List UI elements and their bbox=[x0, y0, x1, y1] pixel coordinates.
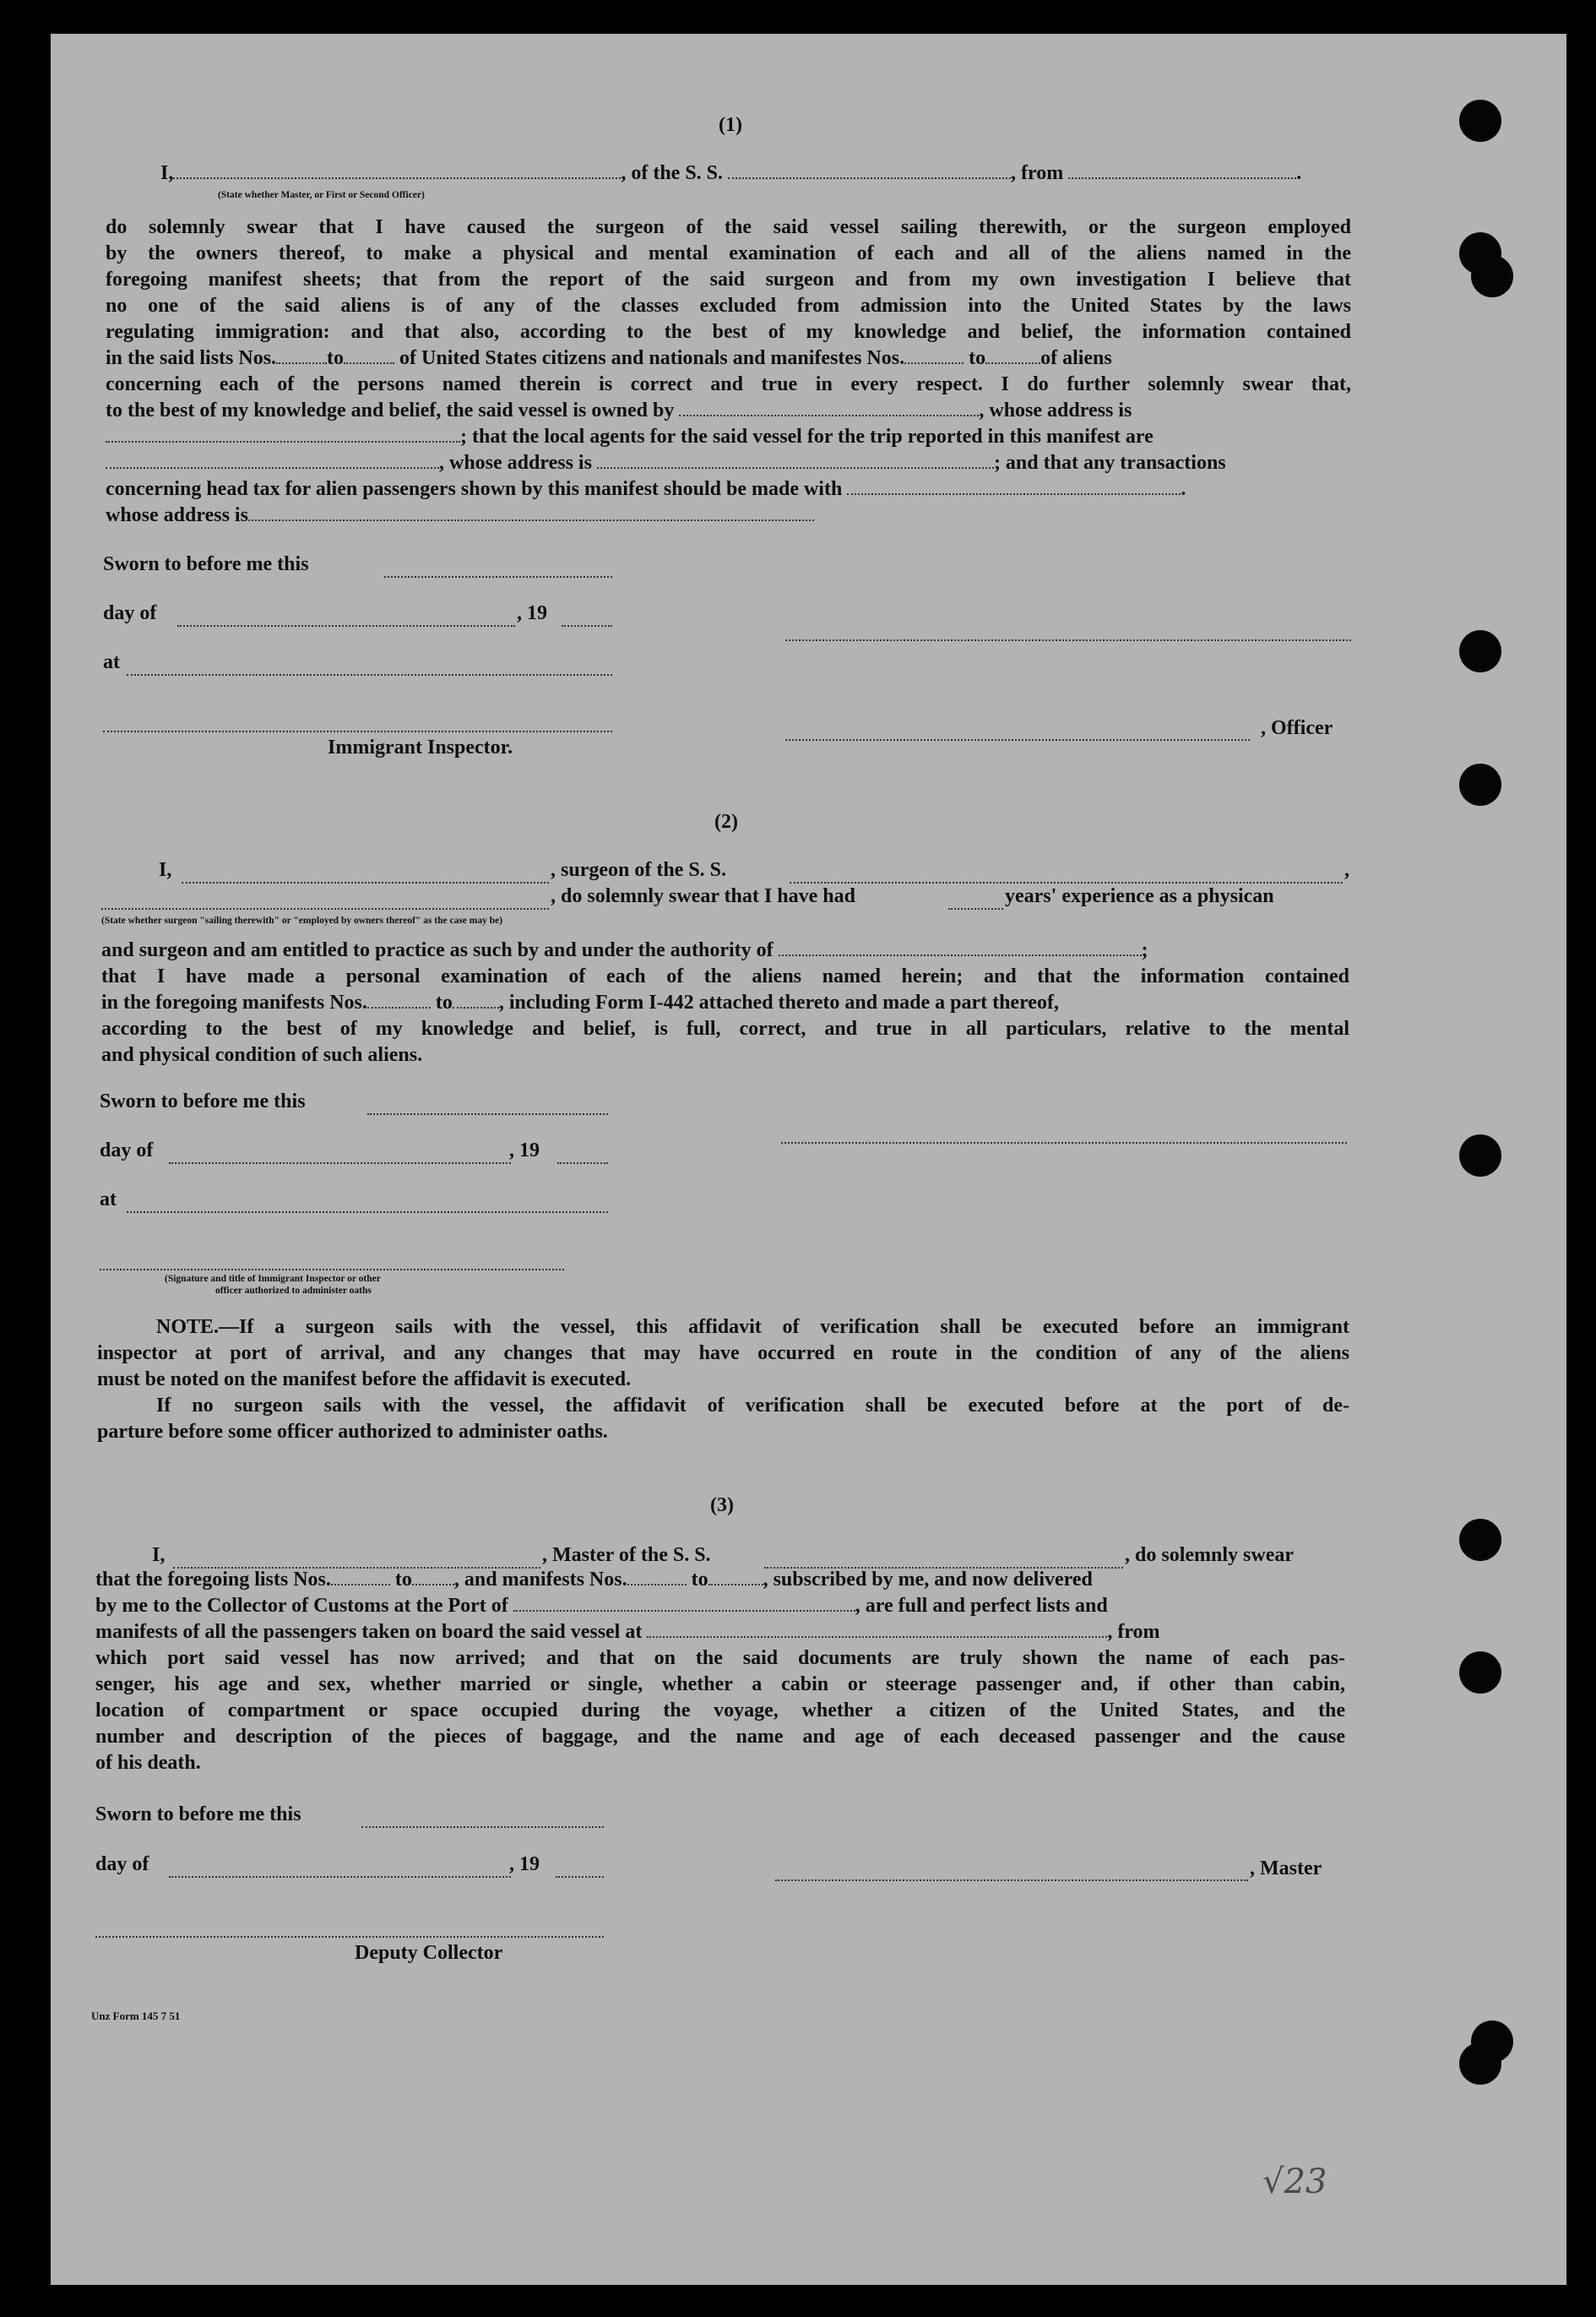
day-of-label: day of bbox=[100, 1139, 154, 1161]
text-span: and surgeon and am entitled to practice as such by and under the authority of bbox=[101, 939, 774, 961]
note-block bbox=[97, 1314, 1349, 1445]
manifest-from-field[interactable] bbox=[627, 1569, 687, 1585]
text-span: . bbox=[1181, 478, 1186, 500]
citizen-list-to-field[interactable] bbox=[344, 347, 394, 364]
day-of-field[interactable] bbox=[177, 623, 515, 627]
period: . bbox=[1296, 162, 1302, 184]
text-line: which port said vessel has now arrived; and that on the said documents are truly shown the name of each pas- bbox=[95, 1647, 1345, 1669]
at-label: at bbox=[100, 1188, 117, 1210]
year-label: , 19 bbox=[509, 1139, 540, 1161]
inspector-signature-line[interactable] bbox=[100, 1267, 564, 1270]
i-label: I, bbox=[152, 1544, 166, 1566]
of-ss-label: , of the S. S. bbox=[621, 162, 724, 184]
swear-label: , do solemnly swear bbox=[1125, 1544, 1294, 1566]
deputy-collector-label: Deputy Collector bbox=[355, 1942, 503, 1964]
manifest-to-field[interactable] bbox=[708, 1569, 763, 1585]
year-field[interactable] bbox=[556, 1874, 604, 1878]
text-line bbox=[95, 1593, 1345, 1619]
section1-body bbox=[106, 215, 1351, 529]
officer-label: , Officer bbox=[1261, 717, 1333, 739]
day-of-label: day of bbox=[95, 1853, 149, 1875]
text-span: to bbox=[691, 1569, 708, 1591]
citizen-list-from-field[interactable] bbox=[276, 347, 327, 364]
text-line: regulating immigration: and that also, according to the best of my knowledge and belief, the information contained bbox=[106, 321, 1351, 343]
year-label: , 19 bbox=[517, 602, 547, 624]
text-line: and physical condition of such aliens. bbox=[101, 1044, 423, 1066]
day-of-field[interactable] bbox=[169, 1161, 511, 1164]
text-span: ; bbox=[1141, 939, 1148, 961]
boarding-port-field[interactable] bbox=[647, 1621, 1107, 1638]
vessel-name-field[interactable] bbox=[790, 880, 1343, 884]
text-line: no one of the said aliens is of any of the classes excluded from admission into the United States by the laws bbox=[106, 295, 1351, 317]
inspector-signature-line[interactable] bbox=[103, 729, 612, 732]
master-of-ss-label: , Master of the S. S. bbox=[542, 1544, 711, 1566]
text-line bbox=[95, 1619, 1345, 1645]
departure-port-field[interactable] bbox=[1068, 162, 1296, 179]
text-span: in the foregoing manifests Nos. bbox=[101, 992, 367, 1014]
owner-address-field[interactable] bbox=[106, 426, 460, 443]
surgeon-status-field[interactable] bbox=[101, 906, 549, 910]
i-label: I, bbox=[159, 859, 172, 881]
manifest-from-field[interactable] bbox=[367, 992, 431, 1009]
sworn-label: Sworn to before me this bbox=[95, 1803, 301, 1825]
master-signature-line[interactable] bbox=[775, 1878, 1248, 1881]
text-span: , subscribed by me, and now delivered bbox=[763, 1569, 1093, 1591]
text-span: of aliens bbox=[1040, 347, 1112, 369]
text-line: according to the best of my knowledge and belief, is full, correct, and true in all particulars, relative to the mental bbox=[101, 1018, 1349, 1040]
surgeon-name-field[interactable] bbox=[182, 880, 549, 884]
text-span: ; that the local agents for the said vessel for the trip reported in this manifest are bbox=[460, 426, 1154, 448]
port-field[interactable] bbox=[513, 1595, 855, 1612]
text-span: that the foregoing lists Nos. bbox=[95, 1569, 331, 1591]
text-line: of his death. bbox=[95, 1752, 201, 1774]
surgeon-status-note: (State whether surgeon "sailing therewith" or "employed by owners thereof" as the case may be) bbox=[101, 916, 503, 926]
text-span: to the best of my knowledge and belief, the said vessel is owned by bbox=[106, 400, 675, 422]
head-tax-contact-field[interactable] bbox=[847, 478, 1181, 495]
officer-signature-line[interactable] bbox=[785, 638, 1351, 641]
agents-address-field[interactable] bbox=[597, 452, 994, 469]
at-place-field[interactable] bbox=[127, 1210, 608, 1213]
text-line bbox=[106, 345, 1351, 372]
surgeon-of-ss-label: , surgeon of the S. S. bbox=[551, 859, 727, 881]
day-of-field[interactable] bbox=[169, 1874, 511, 1878]
text-span: , are full and perfect lists and bbox=[855, 1595, 1108, 1617]
text-line bbox=[95, 1567, 1345, 1593]
collector-signature-line[interactable] bbox=[95, 1934, 604, 1938]
punch-hole bbox=[1471, 255, 1513, 297]
authority-field[interactable] bbox=[779, 939, 1142, 956]
section-number: (3) bbox=[710, 1494, 734, 1516]
section-number: (1) bbox=[719, 114, 742, 136]
text-line: that I have made a personal examination of each of the aliens named herein; and that the information contained bbox=[101, 965, 1349, 987]
note-line: If no surgeon sails with the vessel, the affidavit of verification shall be executed before at the port of de- bbox=[156, 1395, 1349, 1417]
officer-name-line[interactable] bbox=[785, 737, 1250, 741]
rank-note: (State whether Master, or First or Second Officer) bbox=[218, 190, 425, 200]
text-span: in the said lists Nos. bbox=[106, 347, 277, 369]
text-line: by the owners thereof, to make a physical and mental examination of each and all of the aliens named in the bbox=[106, 242, 1351, 264]
at-place-field[interactable] bbox=[127, 672, 612, 676]
text-span: concerning head tax for alien passengers shown by this manifest should be made with bbox=[106, 478, 843, 500]
owner-name-field[interactable] bbox=[679, 400, 979, 416]
text-line: location of compartment or space occupied during the voyage, whether a citizen of the United States, and the bbox=[95, 1700, 1345, 1721]
sworn-date-field[interactable] bbox=[361, 1825, 604, 1828]
swear-label: , do solemnly swear that I have had bbox=[551, 885, 855, 907]
list-to-field[interactable] bbox=[412, 1569, 454, 1585]
sworn-date-field[interactable] bbox=[367, 1112, 608, 1115]
punch-hole bbox=[1459, 1519, 1501, 1561]
text-span: manifests of all the passengers taken on board the said vessel at bbox=[95, 1621, 643, 1643]
alien-manifest-from-field[interactable] bbox=[904, 347, 964, 364]
text-line: concerning each of the persons named therein is correct and true in every respect. I do further solemnly swear that, bbox=[106, 373, 1351, 395]
section1-heading-line bbox=[160, 160, 1360, 187]
text-span: whose address is bbox=[106, 504, 248, 526]
year-field[interactable] bbox=[557, 1161, 608, 1164]
signature-note: (Signature and title of Immigrant Inspector or other bbox=[165, 1274, 381, 1284]
note-line: parture before some officer authorized to administer oaths. bbox=[97, 1421, 608, 1443]
head-tax-address-field[interactable] bbox=[248, 504, 814, 521]
vessel-name-field[interactable] bbox=[728, 162, 1011, 179]
sworn-label: Sworn to before me this bbox=[100, 1091, 306, 1112]
text-line: senger, his age and sex, whether married or single, whether a cabin or steerage passenger and, if other than cabin, bbox=[95, 1673, 1345, 1695]
years-experience-field[interactable] bbox=[948, 906, 1003, 910]
text-span: , whose address is bbox=[979, 400, 1132, 422]
form-id: Unz Form 145 7 51 bbox=[91, 2010, 181, 2022]
text-span: , from bbox=[1107, 1621, 1160, 1643]
manifest-to-field[interactable] bbox=[453, 992, 499, 1009]
local-agents-field[interactable] bbox=[106, 452, 439, 469]
text-line: foregoing manifest sheets; that from the report of the said surgeon and from my own investigation I believe that bbox=[106, 269, 1351, 291]
text-line: number and description of the pieces of baggage, and the name and age of each deceased passenger and the cause bbox=[95, 1726, 1345, 1748]
sworn-date-field[interactable] bbox=[384, 574, 612, 578]
text-span: to bbox=[394, 1569, 412, 1591]
i-label: I, bbox=[160, 162, 174, 184]
signature-note: officer authorized to administer oaths bbox=[215, 1286, 372, 1296]
immigrant-inspector-label: Immigrant Inspector. bbox=[328, 737, 513, 759]
section-number: (2) bbox=[714, 811, 738, 833]
text-line bbox=[101, 990, 1349, 1016]
text-span: by me to the Collector of Customs at the Port of bbox=[95, 1595, 508, 1617]
sworn-label: Sworn to before me this bbox=[103, 553, 309, 575]
text-span: ; and that any transactions bbox=[993, 452, 1226, 474]
text-span: to bbox=[969, 347, 986, 369]
master-label: , Master bbox=[1250, 1857, 1322, 1879]
list-from-field[interactable] bbox=[331, 1569, 390, 1585]
note-line: must be noted on the manifest before the affidavit is executed. bbox=[97, 1368, 632, 1390]
day-of-label: day of bbox=[103, 602, 157, 624]
section2-body bbox=[101, 938, 1349, 1069]
comma: , bbox=[1344, 859, 1349, 881]
from-label: , from bbox=[1011, 162, 1064, 184]
punch-hole bbox=[1471, 2021, 1513, 2063]
text-span: to bbox=[327, 347, 345, 369]
alien-manifest-to-field[interactable] bbox=[985, 347, 1040, 364]
at-label: at bbox=[103, 651, 120, 673]
surgeon-signature-line[interactable] bbox=[781, 1140, 1347, 1144]
text-span: , including Form I-442 attached thereto and made a part thereof, bbox=[498, 992, 1059, 1014]
punch-hole bbox=[1459, 630, 1501, 672]
handwritten-annotation: √23 bbox=[1262, 2162, 1327, 2201]
punch-hole bbox=[1459, 1651, 1501, 1694]
text-line bbox=[106, 503, 1351, 529]
punch-hole bbox=[1459, 100, 1501, 142]
section3-body bbox=[95, 1567, 1345, 1776]
punch-hole bbox=[1459, 1134, 1501, 1177]
officer-name-field[interactable] bbox=[173, 162, 621, 179]
text-line bbox=[101, 938, 1349, 964]
text-span: , and manifests Nos. bbox=[453, 1569, 627, 1591]
text-line bbox=[106, 424, 1351, 450]
text-span: to bbox=[435, 992, 453, 1014]
text-line bbox=[106, 450, 1351, 476]
year-field[interactable] bbox=[562, 623, 612, 627]
text-span: of United States citizens and nationals and manifestes Nos. bbox=[399, 347, 905, 369]
note-line: inspector at port of arrival, and any changes that may have occurred en route in the condition of any of the aliens bbox=[97, 1342, 1349, 1364]
text-span: , whose address is bbox=[439, 452, 592, 474]
year-label: , 19 bbox=[509, 1853, 540, 1875]
text-line: do solemnly swear that I have caused the surgeon of the said vessel sailing therewith, or the surgeon employed bbox=[106, 216, 1351, 238]
note-line: NOTE.—If a surgeon sails with the vessel, this affidavit of verification shall be executed before an immigrant bbox=[156, 1316, 1349, 1338]
text-line bbox=[106, 476, 1351, 503]
punch-hole bbox=[1459, 764, 1501, 806]
text-line bbox=[106, 398, 1351, 424]
years-label: years' experience as a physican bbox=[1005, 885, 1274, 907]
